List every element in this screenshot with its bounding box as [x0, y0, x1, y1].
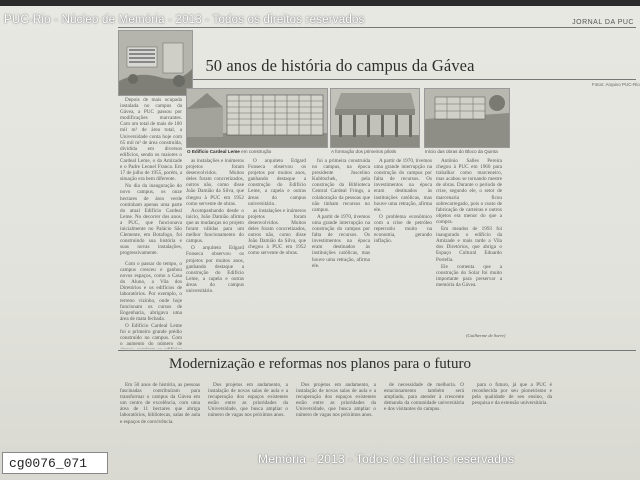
- photo-first-pilotis: [330, 88, 420, 148]
- lower-column-1: [120, 382, 200, 450]
- paragraph: O arquiteto Edgard Fonseca observou os projetos por muitos anos, ganhando destaque a construção do Edifício Leme, a capela e outras áreas do campus universitário.: [186, 245, 244, 294]
- paragraph: A partir de 1970, tivemos uma grande interrupção na construção do campus por falta de recursos. Os investimentos na época eram destinados às instituições católicas, mas houve uma retração, afirma ele.: [312, 213, 370, 269]
- paragraph: O arquiteto Edgard Fonseca observou os projetos por muitos anos, ganhando destaque a construção do Edifício Leme, a capela e outras áreas do campus universitário.: [248, 158, 306, 207]
- image-id-label: cg0076_071: [2, 452, 108, 474]
- lower-column-2: [208, 382, 288, 450]
- lower-column-5: [472, 382, 552, 450]
- photo-caption-2: A formação dos primeiros pilotis: [331, 149, 397, 154]
- article-column-1: [120, 97, 182, 259]
- paragraph: Em meados de 1993 foi inaugurado o edifício da Amizade e mais tarde a Vila dos Diretórios, que abriga o Espaço Cultural Eduardo Portella.: [436, 226, 502, 263]
- article-column-5: [436, 158, 502, 330]
- photo-quinta-block-works: [424, 88, 510, 148]
- main-headline: 50 anos de história do campus da Gávea: [205, 56, 475, 75]
- article-column-4b: [374, 158, 432, 344]
- paragraph: Dos projetos em andamento, a instalação de novas salas de aula e a recuperação dos espaços existentes estão entre as prioridades da Universidade, que busca ampliar o número de vagas nos próximos anos.: [208, 382, 288, 419]
- header-rule: [118, 27, 636, 28]
- paragraph: de necessidade de melhoria. O estacionamento também será ampliado, para atender à crescente demanda da comunidade universitária e dos visitantes do campus.: [384, 382, 464, 413]
- copyright-watermark-top: PUC-Rio - Núcleo de Memória - 2013 - Todos os direitos reservados: [4, 14, 365, 26]
- top-border: [0, 0, 640, 6]
- aerial-campus-photo: [118, 30, 193, 96]
- paragraph: Acompanhando desde o início, João Damião afirma que as mudanças no projeto foram válidas para um melhor funcionamento do campus.: [186, 207, 244, 245]
- paragraph: O Edifício Cardeal Leme foi o primeiro grande prédio construído no campus. Com o aumento do número de: [120, 322, 182, 348]
- second-headline: Modernização e reformas nos planos para o futuro: [169, 356, 471, 372]
- paragraph: Ele comenta que a construção do Solar foi muito importante para preservar a memória da Gávea.: [436, 263, 502, 288]
- article-column-3: [186, 158, 244, 344]
- caption-bold: O Edifício Cardeal Leme: [187, 149, 240, 154]
- section-rule: [118, 350, 636, 351]
- lower-column-4: [384, 382, 464, 450]
- paragraph: Depois de mais ocupada instalada no campus da Gávea, a PUC passou por modificações marcantes. Com um total de mais de 100 mil m² de área total, a Universidade conta hoje com 65 mil m² de área construída, dividida em diversos edifícios, sendo os maiores o Cardeal Leme, o da Amizade e o Padre Leonel Franca. Em 17 de julho de 1955, porém, a situação era bem diferente.: [120, 97, 182, 183]
- headline-rule: [118, 79, 636, 80]
- lower-column-3: [296, 382, 376, 450]
- paragraph: A partir de 1970, tivemos uma grande interrupção na construção do campus por falta de recursos. Os investimentos na época eram destinados às instituições católicas, mas houve uma retração, afirma ele.: [374, 158, 432, 213]
- paragraph: as instalações e inúmeros projetos foram desenvolvidos. Muitos deles foram concretizados, outros não, como disse João Damião da Silva, que chegou à PUC em 1952 como servente de obras.: [186, 158, 244, 207]
- author-signature: (Guilherme de Sorre): [466, 333, 506, 338]
- paragraph: Com o passar do tempo, o campus cresceu e ganhou novos espaços, como a Casa do Aluno, a Vila dos Diretórios e os edifícios de laboratórios. Por exemplo, o terreno vizinho, onde hoje funcionam os cursos de Engenharia, abrigava uma área de mata fechada.: [120, 261, 182, 322]
- paragraph: O problema econômico com a crise de petróleo repercutiu muito na economia, gerando inflação.: [374, 213, 432, 245]
- article-column-2: [120, 261, 182, 349]
- article-column-4: [312, 158, 370, 344]
- copyright-watermark-bottom: Memória - 2013 - Todos os direitos reservados: [258, 452, 515, 466]
- newspaper-masthead: JORNAL DA PUC: [572, 19, 634, 26]
- paragraph: Dos projetos em andamento, a instalação de novas salas de aula e a recuperação dos espaços existentes estão entre as prioridades da Universidade, que busca ampliar o número de vagas nos próximos anos.: [296, 382, 376, 419]
- article-column-3b: [248, 158, 306, 344]
- caption-rest: em construção: [241, 149, 272, 154]
- photo-caption-3: Início das obras do Bloco da Quinta: [425, 149, 498, 154]
- paragraph: foi a primeira construída no campus, na época presidente Juscelino Kubitschek, pela construção da Biblioteca Central Cardeal Frings, a colaboração da pessoas que não tinham recursos no campus.: [312, 158, 370, 213]
- paragraph: Em 50 anos de história, as pessoas fascinadas contribuíram para transformar o campus da Gávea em um centro de excelência, com uma área de 11 hectares que abriga laboratórios, bibliotecas, salas de aula e espaços de convivência.: [120, 382, 200, 425]
- paragraph: Antônio Salles Pereira chegou à PUC em 1960 para trabalhar como marceneiro, mas acabou se tornando mestre de obras. Durante o período de crise, segundo ele, o setor de marcenaria ficou sobrecarregado, pois o custo de fabricação de carteiras e outros objetos era menor do que a compra.: [436, 158, 502, 225]
- photo-credit: Fotos: Arquivo PUC-Rio: [592, 82, 640, 87]
- paragraph: No dia da inauguração do novo campus, os onze hectares de área verde continham apenas uma parte do atual Edifício Cardeal Leme. No decorrer dos anos, a PUC, que funcionava inicialmente no Palácio São Clemente, em Botafogo, foi construindo sua história e suas novas instalações, progressivamente.: [120, 183, 182, 257]
- paragraph: as instalações e inúmeros projetos foram desenvolvidos. Muitos deles foram concretizados, outros não, como disse João Damião da Silva, que chegou à PUC em 1952 como servente de obras.: [248, 207, 306, 257]
- paragraph: para o futuro, já que a PUC é reconhecida por seu pioneirismo e pela qualidade de seu ensino, da pesquisa e da extensão universitária.: [472, 382, 552, 407]
- photo-caption-1: [187, 149, 271, 154]
- photo-cardeal-leme-construction: [186, 88, 328, 148]
